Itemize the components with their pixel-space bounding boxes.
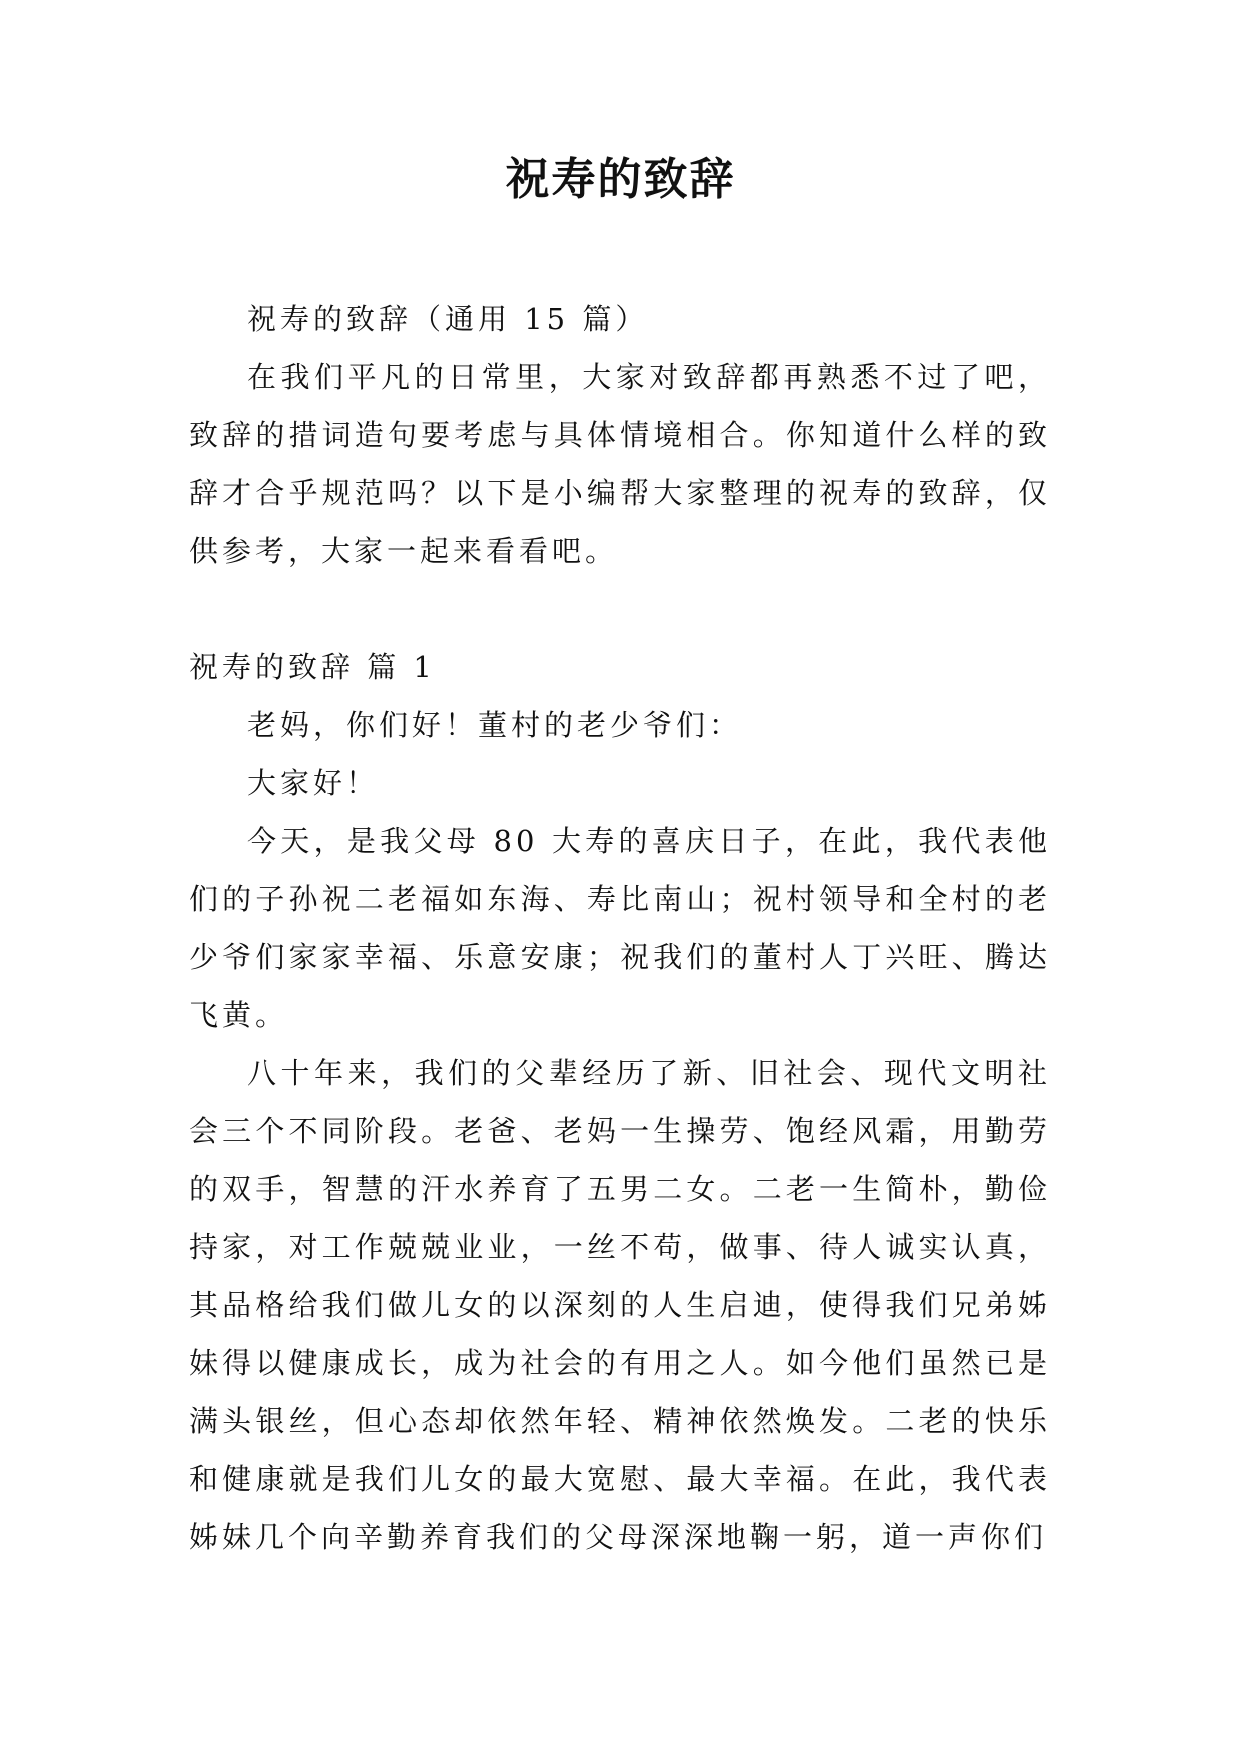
document-title: 祝寿的致辞 [505,154,736,205]
birthday-wish-paragraph: 今天，是我父母 80 大寿的喜庆日子，在此，我代表他们的子孙祝二老福如东海、寿比南山；祝村领导和全村的老少爷们家家幸福、乐意安康；祝我们的董村人丁兴旺、腾达飞黄。 [189,824,1051,1032]
parents-life-paragraph: 八十年来，我们的父辈经历了新、旧社会、现代文明社会三个不同阶段。老爸、老妈一生操劳、饱经风霜，用勤劳的双手，智慧的汗水养育了五男二女。二老一生简朴，勤俭持家，对工作兢兢业业，一丝不苟，做事、待人诚实认真，其品格给我们做儿女的以深刻的人生启迪，使得我们兄弟姊妹得以健康成长，成为社会的有用之人。如今他们虽然已是满头银丝，但心态却依然年轻、精神依然焕发。二老的快乐和健康就是我们儿女的最大宽慰、最大幸福。在此，我代表姊妹几个向辛勤养育我们的父母深深地鞠一躬，道一声你们 [189,1056,1051,1554]
section-heading: 祝寿的致辞 篇 1 [189,650,436,684]
section-spacer [189,580,1051,638]
intro-paragraph: 在我们平凡的日常里，大家对致辞都再熟悉不过了吧，致辞的措词造句要考虑与具体情境相合。你知道什么样的致辞才合乎规范吗？以下是小编帮大家整理的祝寿的致辞，仅供参考，大家一起来看看吧。 [189,360,1051,568]
hello-paragraph: 大家好！ [247,766,380,800]
greeting-paragraph: 老妈，你们好！董村的老少爷们： [247,708,743,742]
subtitle-paragraph: 祝寿的致辞（通用 15 篇） [247,302,649,336]
document-body [189,290,1051,1566]
